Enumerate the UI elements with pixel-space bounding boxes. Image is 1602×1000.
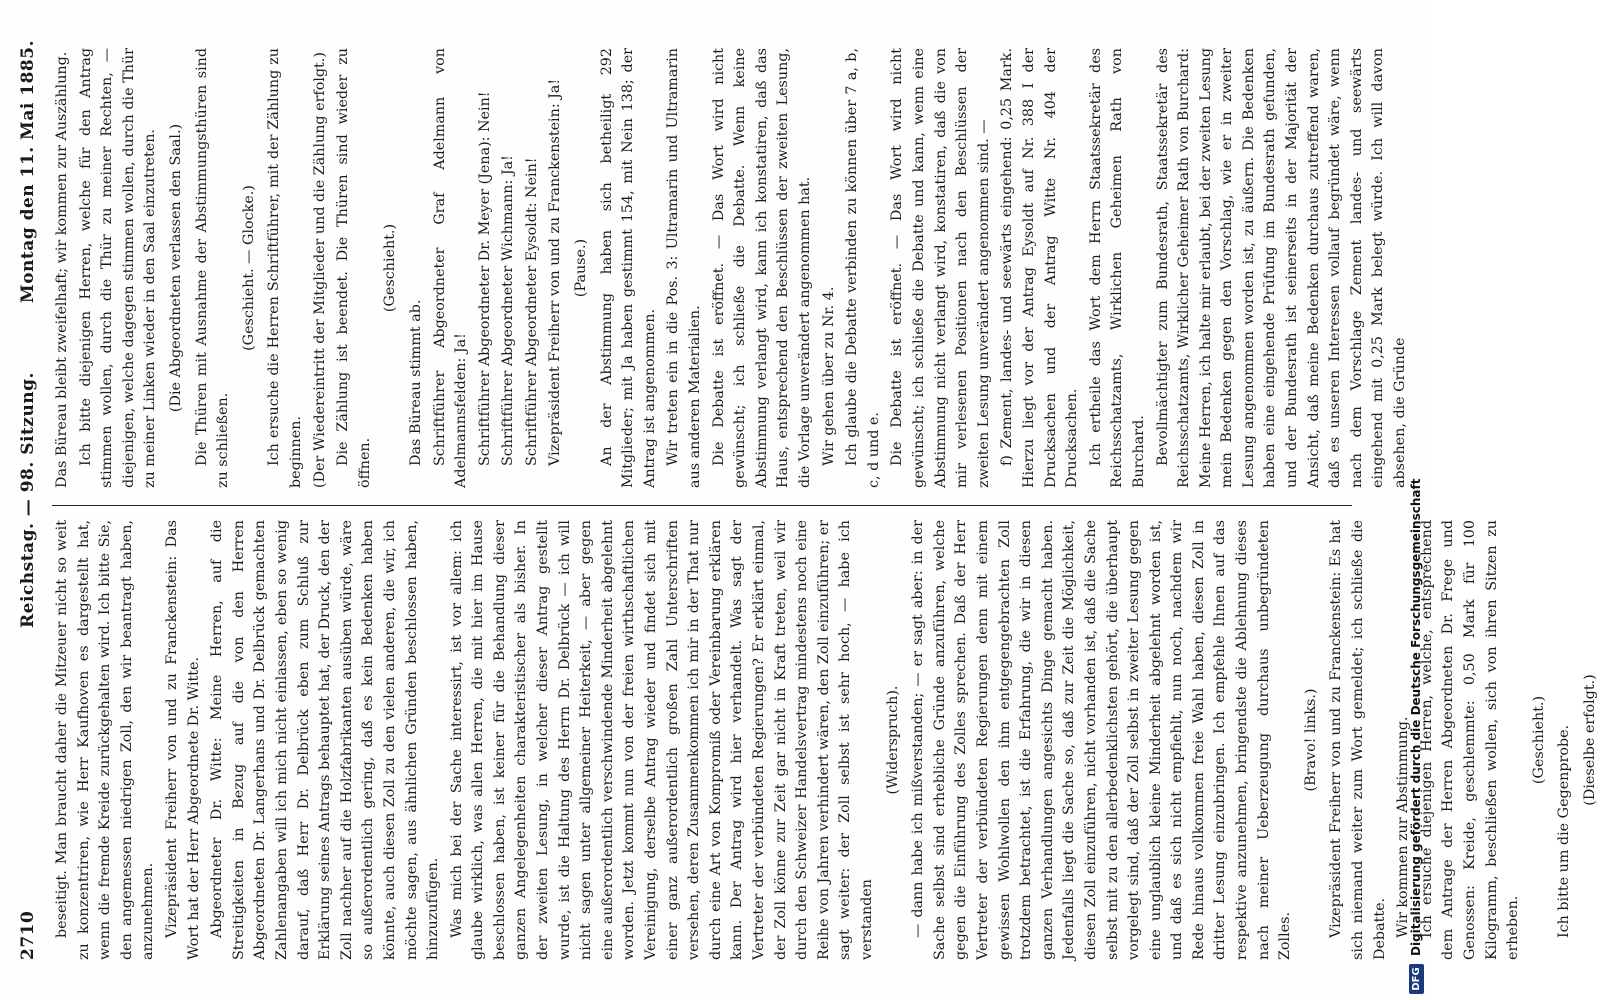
paragraph: (Die Abgeordneten verlassen den Saal.) [167,123,184,413]
funding-note: Digitalisierung gefördert durch die Deutsche Forschungsgemeinschaft [1409,478,1423,956]
paragraph: Die Debatte ist eröffnet. — Das Wort wird nicht gewünscht; ich schließe die Debatte und kann, wenn eine Abstimmung nicht verlangt wird, konstatiren, daß die von mir verlesenen Positionen nach den Beschlüssen der zweiten Lesung unverändert angenommen sind. — [889,48,992,488]
page-title: Reichstag. — 98. Sitzung. [18,372,38,628]
paragraph: f) Zement, landes- und seewärts eingehend: 0,25 Mark. Hierzu liegt vor der Antrag Eysoldt auf Nr. 388 I der Drucksachen und der Antrag Witte Nr. 404 der Drucksachen. [999,48,1081,488]
paragraph: (Geschieht. — Glocke.) [240,185,257,351]
paragraph: Vizepräsident Freiherr von und zu Franckenstein: Ja! [547,78,564,466]
paragraph: An der Abstimmung haben sich betheiligt 292 Mitglieder; mit Ja haben gestimmt 154, mit Nein 138; der Antrag ist angenommen. [598,48,658,488]
paragraph: Schriftführer Abgeordneter Wichmann: Ja! [500,155,517,466]
paragraph: (Geschieht.) [1530,695,1547,785]
paragraph: Schriftführer Abgeordneter Graf Adelmann von Adelmannsfelden: Ja! [431,48,470,488]
paragraph: Wir treten ein in die Pos. 3: Ultramarin und Ultramarin aus anderen Materialien. [665,48,704,488]
paragraph: Ich ersuche die Herren Schriftführer, mit der Zählung zu beginnen. [266,48,304,488]
footer [1402,0,1432,1000]
column-divider [52,505,1352,506]
paragraph: Die Thüren mit Ausnahme der Abstimmungsthüren sind zu schließen. [193,48,232,488]
paragraph: Wir kommen zur Abstimmung. [1395,716,1412,938]
paragraph: Die Zählung ist beendet. Die Thüren sind wieder zu öffnen. [335,48,373,488]
session-date: Montag den 11. Mai 1885. [18,40,38,304]
page-number: 2710 [18,910,38,960]
paragraph: (Geschieht.) [382,223,399,313]
paragraph: (Der Wiedereintritt der Mitglieder und die Zählung erfolgt.) [311,52,328,488]
paragraph: Wir gehen über zu Nr. 4. [820,286,837,466]
paragraph: Abgeordneter Dr. Witte: Meine Herren, auf die Streitigkeiten in Bezug auf die von den Herren Abgeordneten Dr. Langerhans und Dr. Delbrück gemachten Zahlenangaben will ich mich nicht einlassen, eben so wenig darauf, daß Herr Dr. Delbrück eben zum Schluß zur Erklärung seines Antrags behauptet hat, der Druck, den der Zoll nachher auf die Holzfabrikanten ausüben würde, wäre so außerordentlich gering, daß es kein Bedenken haben könnte, auch diesen Zoll zu den vielen anderen, die wir, ich möchte sagen, aus ähnlichen Gründen beschlossen haben, hinzuzufügen. [209,520,442,960]
paragraph: Schriftführer Abgeordneter Eysoldt: Nein! [523,157,540,466]
paragraph: Die Debatte ist eröffnet. — Das Wort wird nicht gewünscht; ich schließe die Debatte. Wenn keine Abstimmung verlangt wird, kann ich konstatiren, daß das Haus, entsprechend den Beschlüssen der zweiten Lesung, die Vorlage unverändert angenommen hat. [710,48,813,488]
dfg-logo: DFG [1409,964,1424,994]
paragraph: beseitigt. Man braucht daher die Mitzeuer nicht so weit zu konzentriren, wie Herr Kaufhoven es dargestellt hat, wenn die fremde Kreide zurückgehalten wird. Ich bitte Sie, den angemessen niedrigen Zoll, den wir beantragt haben, anzunehmen. [54,520,157,960]
paragraph: Ich ertheile das Wort dem Herrn Staatssekretär des Reichsschatzamts, Wirklichen Geheimen Rath von Burchard. [1087,48,1147,488]
paragraph: Das Büreau bleibt zweifelhaft; wir kommen zur Auszählung. [54,51,70,488]
paragraph: Ich bitte um die Gegenprobe. [1556,724,1573,938]
right-column [52,48,1409,488]
paragraph: Bevollmächtigter zum Bundesrath, Staatssekretär des Reichsschatzamts, Wirklicher Geheimer Rath von Burchard: Meine Herren, ich halte mir erlaubt, bei der zweiten Lesung mein Bedenken gegen den Vorschlag, wie er in zweiter Lesung angenommen worden ist, zu äußern. Die Bedenken haben eine eingehende Prüfung im Bundesrath gefunden, und der Bundesrath ist seinerseits in der Majorität der Ansicht, daß meine Bedenken durchaus zutreffend waren, daß es unseren Interessen vollauf begründet wäre, wenn nach dem Vorschlage Zement landes- und seewärts eingehend mit 0,25 Mark belegt würde. Ich will davon absehen, die Gründe [1154,48,1409,488]
paragraph: (Widerspruch). [884,685,901,795]
paragraph: Das Büreau stimmt ab. [407,299,424,466]
paragraph: Was mich bei der Sache interessirt, ist vor allem: ich glaube wirklich, was allen Herren, die mit hier im Hause beschlossen haben, ist keiner für die Behandlung dieser ganzen Angelegenheiten charakteristischer als bisher. In der zweiten Lesung, in welcher dieser Antrag gestellt wurde, ist die Haltung des Herrn Dr. Delbrück — ich will nicht sagen unter allgemeiner Heiterkeit, — aber gegen eine außerordentlich verschwindende Minderheit abgelehnt worden. Jetzt kommt nun von der freien wirthschaftlichen Vereinigung, derselbe Antrag wieder und findet sich mit einer ganz außerordentlich großen Zahl Unterschriften versehen, deren Zusammenkommen ich mir in der That nur durch eine Art von Kompromiß oder Vereinbarung erklären kann. Der Antrag wird hier verhandelt. Was sagt der Vertreter der verbündeten Regierungen? Er erklärt einmal, der Zoll könne zur Zeit gar nicht in Kraft treten, weil wir durch den Schweizer Handelsvertrag mindestens noch eine Reihe von Jahren verhindert wären, den Zoll einzuführen; er sagt weiter: der Zoll selbst ist sehr hoch, — habe ich verstanden [448,520,875,960]
paragraph: — dann habe ich mißverstanden; — er sagt aber: in der Sache selbst sind erhebliche Gründe anzuführen, welche gegen die Einführung des Zolles sprechen. Daß der Herr Vertreter der verbündeten Regierungen denn mit einem gewissen Wohlwollen den ihm entgegengebrachten Zoll trotzdem betrachtet, ist die Erfahrung, die wir in diesen ganzen Verhandlungen angesichts Dinge gemacht haben. Jedenfalls liegt die Sache so, daß zur Zeit die Möglichkeit, diesen Zoll einzuführen, nicht vorhanden ist, daß die Sache selbst mit zu den allerbedenklichsten gehört, die überhaupt vorgelegt sind, daß der Zoll selbst in zweiter Lesung gegen eine unglaublich kleine Minderheit abgelehnt worden ist, und daß es sich nicht empfiehlt, nun noch, nachdem wir Rede hinaus vollkommen freie Wahl haben, diesen Zoll in dritter Lesung einzubringen. Ich empfehle Ihnen auf das respektive anzunehmen, bringendste die Ablehnung dieses nach meiner Ueberzeugung durchaus unbegründeten Zolles. [910,520,1294,960]
paragraph: (Pause.) [573,238,590,298]
page-header [12,40,48,960]
paragraph: Ich ersuche diejenigen Herren, welche, entsprechend dem Antrage der Herren Abgeordneten Dr. Frege und Genossen: Kreide, geschlemmte: 0,50 Mark für 100 Kilogramm, beschließen wollen, sich von ihren Sitzen zu erheben. [1418,520,1522,960]
paragraph: Vizepräsident Freiherr von und zu Franckenstein: Das Wort hat der Herr Abgeordnete Dr. Witte. [163,520,202,960]
paragraph: (Dieselbe erfolgt.) [1581,674,1598,806]
paragraph: (Bravo! links.) [1302,688,1319,792]
paragraph: Vizepräsident Freiherr von und zu Franckenstein: Es hat sich niemand weiter zum Wort gemeldet; ich schließe die Debatte. [1328,520,1388,960]
paragraph: Schriftführer Abgeordneter Dr. Meyer (Jena): Nein! [476,91,493,466]
paragraph: Ich glaube die Debatte verbinden zu können über 7 a, b, c, d und e. [844,48,882,488]
paragraph: Ich bitte diejenigen Herren, welche für den Antrag stimmen wollen, durch die Thür zu meiner Rechten, — diejenigen, welche dagegen stimmen wollen, durch die Thür zu meiner Linken wieder in den Saal einzutreten. [77,48,159,488]
